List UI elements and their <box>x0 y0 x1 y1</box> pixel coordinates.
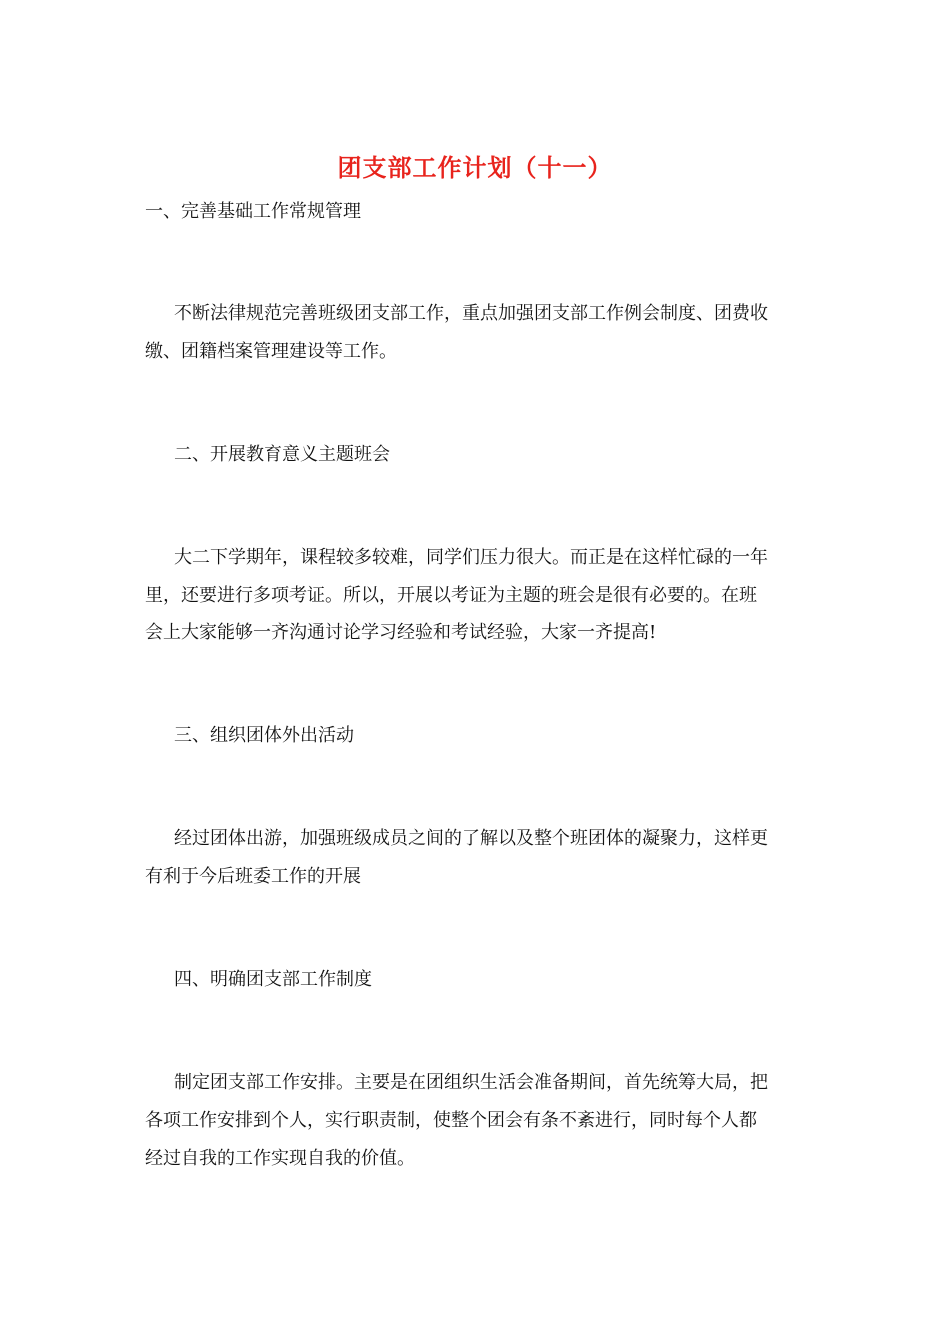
section-heading-3: 三、组织团体外出活动 <box>174 725 354 746</box>
paragraph-line: 各项工作安排到个人，实行职责制，使整个团会有条不紊进行，同时每个人都 <box>145 1110 757 1131</box>
paragraph-line: 大二下学期年，课程较多较难，同学们压力很大。而正是在这样忙碌的一年 <box>174 547 768 568</box>
paragraph-line: 经过团体出游，加强班级成员之间的了解以及整个班团体的凝聚力，这样更 <box>174 828 768 849</box>
document-title: 团支部工作计划（十一） <box>337 153 613 182</box>
section-heading-2: 二、开展教育意义主题班会 <box>174 444 390 465</box>
paragraph-line: 缴、团籍档案管理建设等工作。 <box>145 341 397 362</box>
section-heading-1: 一、完善基础工作常规管理 <box>145 201 361 222</box>
paragraph-line: 里，还要进行多项考证。所以，开展以考证为主题的班会是很有必要的。在班 <box>145 585 757 606</box>
paragraph-line: 不断法律规范完善班级团支部工作，重点加强团支部工作例会制度、团费收 <box>174 303 768 324</box>
paragraph-line: 有利于今后班委工作的开展 <box>145 866 361 887</box>
paragraph-line: 会上大家能够一齐沟通讨论学习经验和考试经验，大家一齐提高! <box>145 622 657 643</box>
paragraph-line: 经过自我的工作实现自我的价值。 <box>145 1148 415 1169</box>
section-heading-4: 四、明确团支部工作制度 <box>174 969 372 990</box>
paragraph-line: 制定团支部工作安排。主要是在团组织生活会准备期间，首先统筹大局，把 <box>174 1072 768 1093</box>
